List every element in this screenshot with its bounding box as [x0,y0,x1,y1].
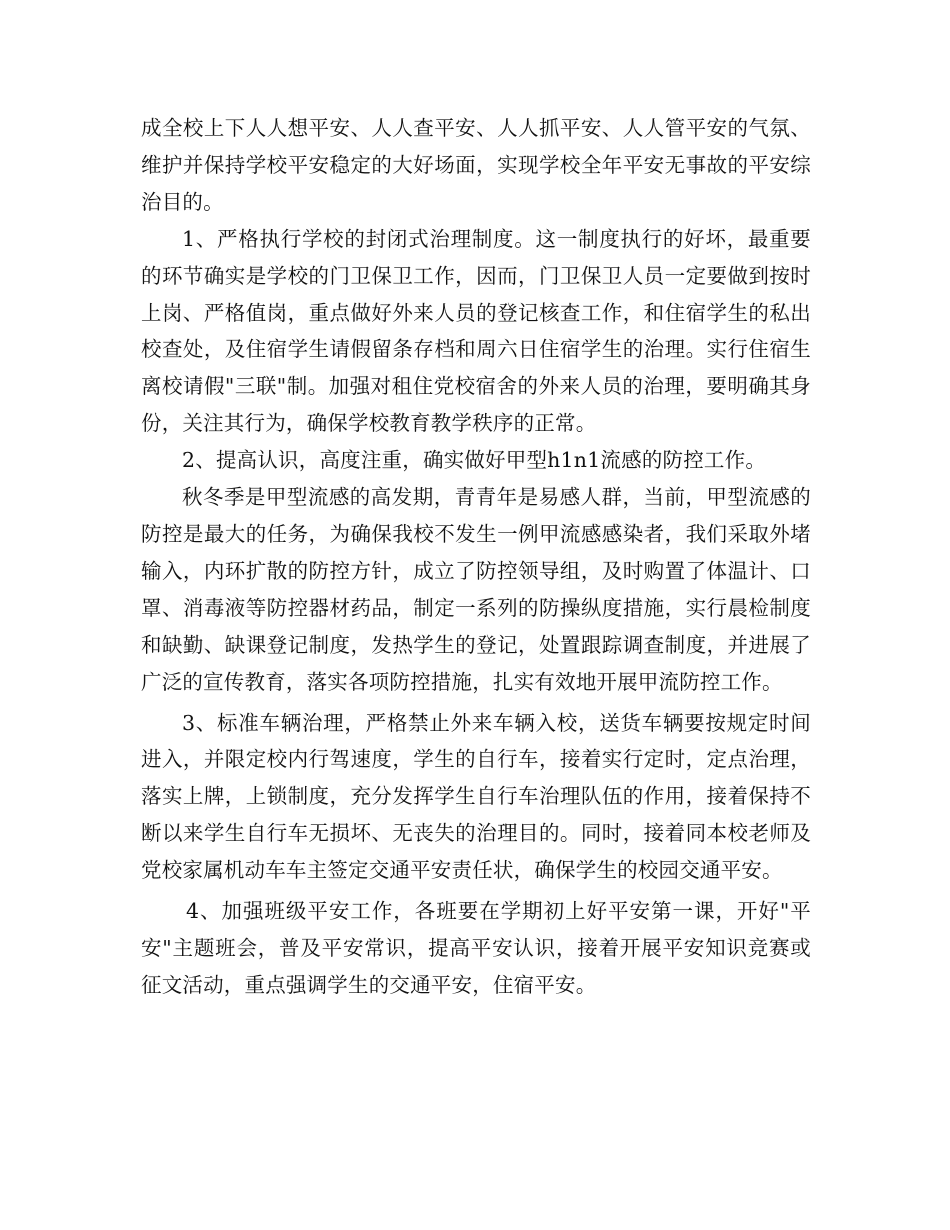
paragraph-item-4: 4、加强班级平安工作，各班要在学期初上好平安第一课，开好"平安"主题班会，普及平安常识，提高平安认识，接着开展平安知识竞赛或征文活动，重点强调学生的交通平安，住宿平安。 [141,899,811,997]
paragraph-item-2: 2、提高认识，高度注重，确实做好甲型h1n1流感的防控工作。 [182,448,767,473]
document-body [141,110,811,1004]
paragraph-flu-prevention: 秋冬季是甲型流感的高发期，青青年是易感人群，当前，甲型流感的防控是最大的任务，为确保我校不发生一例甲流感感染者，我们采取外堵输入，内环扩散的防控方针，成立了防控领导组，及时购置了体温计、口罩、消毒液等防控器材药品，制定一系列的防操纵度措施，实行晨检制度和缺勤、缺课登记制度，发热学生的登记，处置跟踪调查制度，并进展了广泛的宣传教育，落实各项防控措施，扎实有效地开展甲流防控工作。 [141,485,811,694]
paragraph-item-1: 1、严格执行学校的封闭式治理制度。这一制度执行的好坏，最重要的环节确实是学校的门卫保卫工作，因而，门卫保卫人员一定要做到按时上岗、严格值岗，重点做好外来人员的登记核查工作，和住宿学生的私出校查处，及住宿学生请假留条存档和周六日住宿学生的治理。实行住宿生离校请假"三联"制。加强对租住党校宿舍的外来人员的治理，要明确其身份，关注其行为，确保学校教育教学秩序的正常。 [141,226,811,436]
paragraph-item-3: 3、标准车辆治理，严格禁止外来车辆入校，送货车辆要按规定时间进入，并限定校内行驾速度，学生的自行车，接着实行定时，定点治理，落实上牌，上锁制度，充分发挥学生自行车治理队伍的作用，接着保持不断以来学生自行车无损坏、无丧失的治理目的。同时，接着同本校老师及党校家属机动车车主签定交通平安责任状，确保学生的校园交通平安。 [141,710,811,883]
paragraph-continuation: 成全校上下人人想平安、人人查平安、人人抓平安、人人管平安的气氛、维护并保持学校平安稳定的大好场面，实现学校全年平安无事故的平安综治目的。 [141,116,811,214]
